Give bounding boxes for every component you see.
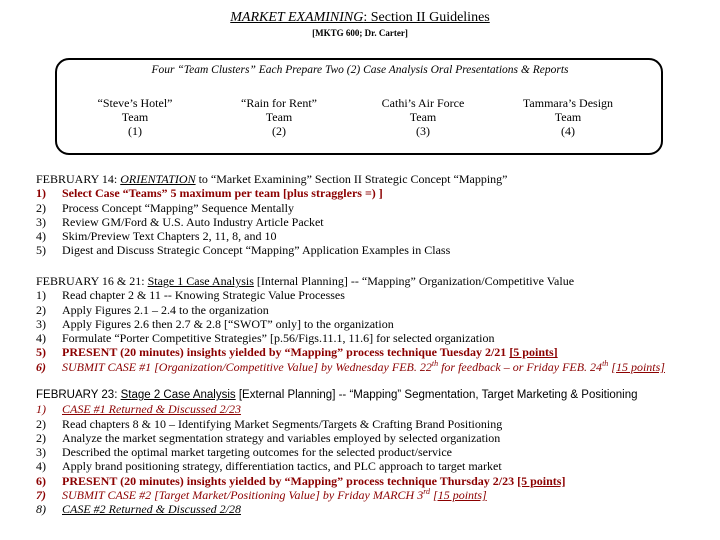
team-label: Team: [409, 110, 437, 124]
list-item: 4) Apply brand positioning strategy, differentiation tactics, and PLC approach to target market: [36, 459, 502, 474]
team-name: Tammara’s Design: [522, 96, 614, 110]
section-feb14: [36, 172, 508, 258]
list-item: 2) Read chapters 8 & 10 – Identifying Market Segments/Targets & Crafting Brand Positioning: [36, 416, 503, 431]
team-2: [214, 96, 344, 138]
section-feb16: [36, 274, 665, 374]
team-label: Team: [265, 110, 293, 124]
list-item: 5) Digest and Discuss Strategic Concept “Mapping” Application Examples in Class: [36, 243, 451, 258]
list-item: 4) Skim/Preview Text Chapters 2, 11, 8, and 10: [36, 229, 277, 244]
team-name: “Rain for Rent”: [241, 96, 317, 110]
team-number: (4): [561, 124, 575, 138]
team-1: [70, 96, 200, 138]
list-item: 3) Apply Figures 2.6 then 2.7 & 2.8 [“SWOT” only] to the organization: [36, 316, 394, 331]
page-subtitle: [MKTG 600; Dr. Carter]: [312, 28, 408, 38]
team-3: [358, 96, 488, 138]
clusters-heading: Four “Team Clusters” Each Prepare Two (2) Case Analysis Oral Presentations & Reports: [151, 64, 569, 76]
list-item: 3) Review GM/Ford & U.S. Auto Industry Article Packet: [36, 214, 324, 229]
team-name: Cathi’s Air Force: [381, 96, 465, 110]
list-item: 6) PRESENT (20 minutes) insights yielded by “Mapping” process technique Thursday 2/23 [5 points]: [36, 473, 566, 488]
team-label: Team: [121, 110, 149, 124]
list-item: 6) SUBMIT CASE #1 [Organization/Competitive Value] by Wednesday FEB. 22th for feedback – or Friday FEB. 24th [15 points]: [36, 358, 665, 374]
team-4: [503, 96, 633, 138]
list-item: 2) Analyze the market segmentation strategy and variables employed by selected organization: [36, 430, 501, 445]
section-feb23: [36, 388, 638, 517]
list-item: 3) Described the optimal market targeting outcomes for the selected product/service: [36, 445, 452, 460]
team-name: “Steve’s Hotel”: [97, 96, 173, 110]
section-heading: FEBRUARY 14: ORIENTATION to “Market Examining” Section II Strategic Concept “Mapping”: [36, 172, 508, 186]
section-heading: FEBRUARY 16 & 21: Stage 1 Case Analysis [Internal Planning] -- “Mapping” Organization/Competitive Value: [36, 274, 575, 288]
team-number: (2): [272, 124, 286, 138]
list-item: 1) Select Case “Teams” 5 maximum per team [plus stragglers =) ]: [36, 186, 383, 201]
list-item: 2) Process Concept “Mapping” Sequence Mentally: [36, 200, 294, 215]
list-item: 7) SUBMIT CASE #2 [Target Market/Positioning Value] by Friday MARCH 3rd [15 points]: [36, 487, 487, 503]
list-item: 1) Read chapter 2 & 11 -- Knowing Strategic Value Processes: [36, 288, 345, 303]
list-item: 4) Formulate “Porter Competitive Strategies” [p.56/Figs.11.1, 11.6] for selected organization: [36, 331, 495, 346]
list-item: 2) Apply Figures 2.1 – 2.4 to the organization: [36, 302, 269, 317]
team-number: (3): [416, 124, 430, 138]
page-title: MARKET EXAMINING: Section II Guidelines: [230, 10, 490, 25]
team-label: Team: [554, 110, 582, 124]
list-item: 5) PRESENT (20 minutes) insights yielded by “Mapping” process technique Tuesday 2/21 [5 points]: [36, 345, 558, 360]
list-item: 1) CASE #1 Returned & Discussed 2/23: [36, 402, 241, 417]
list-item: 8) CASE #2 Returned & Discussed 2/28: [36, 502, 241, 517]
section-heading: FEBRUARY 23: Stage 2 Case Analysis [External Planning] -- “Mapping” Segmentation, Target Marketing & Positioning: [36, 389, 638, 401]
team-number: (1): [128, 124, 142, 138]
